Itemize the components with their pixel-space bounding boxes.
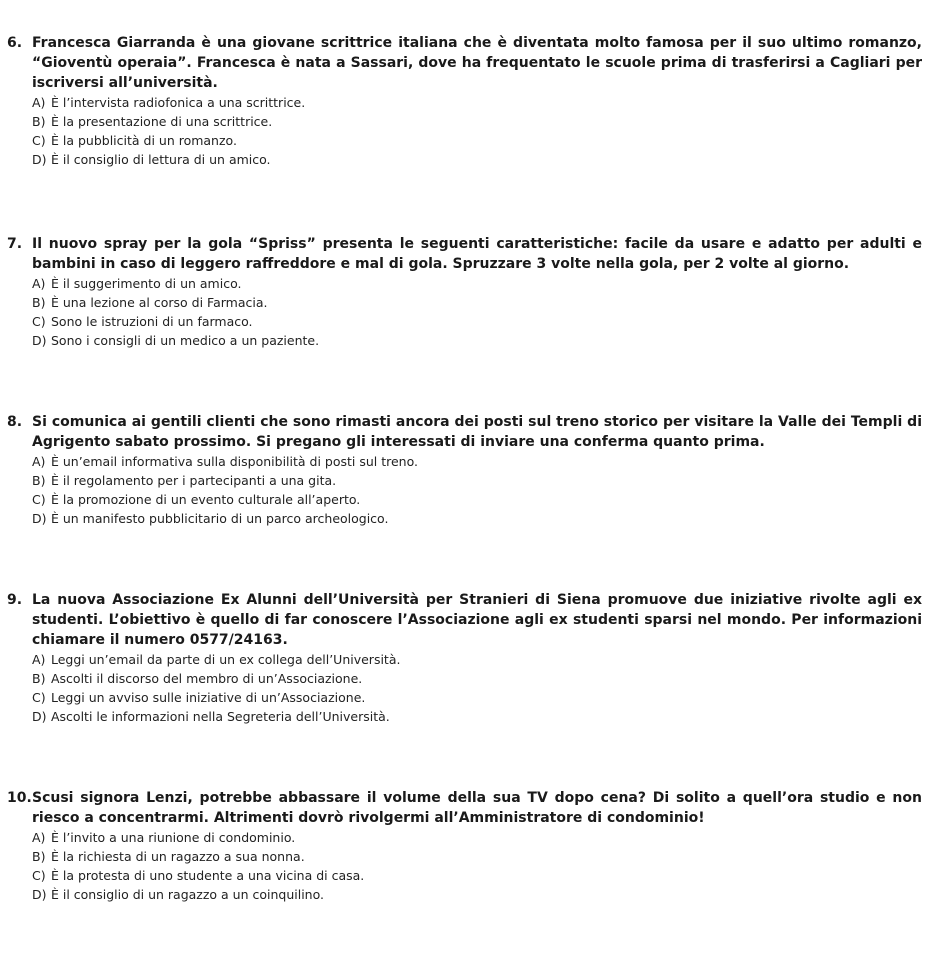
option-text: Leggi un avviso sulle iniziative di un’Associazione. (50, 690, 366, 705)
option-text: È l’invito a una riunione di condominio. (50, 830, 296, 845)
option-letter: A) (32, 454, 46, 469)
option-d[interactable] (32, 885, 912, 904)
option-text: È la protesta di uno studente a una vicina di casa. (50, 868, 365, 883)
option-letter: A) (32, 95, 46, 110)
answer-options (32, 828, 912, 904)
option-d[interactable] (32, 150, 912, 169)
question-number: 8. (7, 414, 23, 430)
option-d[interactable] (32, 331, 912, 350)
option-a[interactable] (32, 452, 912, 471)
question-text: Scusi signora Lenzi, potrebbe abbassare il volume della sua TV dopo cena? Di solito a quell’ora studio e non riesco a concentrarmi. Altrimenti dovrò rivolgermi all’Amministratore di condominio! (32, 790, 922, 826)
option-letter: D) (32, 709, 47, 724)
option-c[interactable] (32, 688, 912, 707)
option-b[interactable] (32, 669, 912, 688)
option-a[interactable] (32, 93, 912, 112)
option-text: È l’intervista radiofonica a una scrittrice. (50, 95, 306, 110)
question-text: Si comunica ai gentili clienti che sono rimasti ancora dei posti sul treno storico per visitare la Valle dei Templi di Agrigento sabato prossimo. Si pregano gli interessati di inviare una conferma quanto prima. (32, 414, 922, 450)
answer-options (32, 452, 912, 528)
option-letter: B) (32, 295, 46, 310)
option-d[interactable] (32, 707, 912, 726)
answer-options (32, 650, 912, 726)
option-text: È un manifesto pubblicitario di un parco archeologico. (50, 511, 389, 526)
option-letter: C) (32, 690, 46, 705)
option-letter: D) (32, 333, 47, 348)
question-number: 7. (7, 236, 23, 252)
option-a[interactable] (32, 828, 912, 847)
option-text: È la promozione di un evento culturale all’aperto. (50, 492, 361, 507)
option-text: Ascolti il discorso del membro di un’Associazione. (50, 671, 363, 686)
option-letter: A) (32, 830, 46, 845)
option-text: È il consiglio di lettura di un amico. (50, 152, 271, 167)
option-a[interactable] (32, 650, 912, 669)
option-c[interactable] (32, 866, 912, 885)
question-number: 9. (7, 592, 23, 608)
option-letter: C) (32, 314, 46, 329)
option-letter: D) (32, 511, 47, 526)
option-b[interactable] (32, 471, 912, 490)
option-c[interactable] (32, 490, 912, 509)
option-d[interactable] (32, 509, 912, 528)
option-letter: D) (32, 152, 47, 167)
option-a[interactable] (32, 274, 912, 293)
option-text: Sono le istruzioni di un farmaco. (50, 314, 253, 329)
option-text: Sono i consigli di un medico a un paziente. (50, 333, 320, 348)
option-text: È il consiglio di un ragazzo a un coinquilino. (50, 887, 325, 902)
option-text: È una lezione al corso di Farmacia. (50, 295, 268, 310)
option-letter: B) (32, 849, 46, 864)
option-text: È un’email informativa sulla disponibilità di posti sul treno. (50, 454, 419, 469)
option-text: Leggi un’email da parte di un ex collega dell’Università. (50, 652, 401, 667)
option-b[interactable] (32, 847, 912, 866)
option-letter: C) (32, 492, 46, 507)
option-text: Ascolti le informazioni nella Segreteria dell’Università. (50, 709, 390, 724)
question-text: Il nuovo spray per la gola “Spriss” presenta le seguenti caratteristiche: facile da usare e adatto per adulti e bambini in caso di leggero raffreddore e mal di gola. Spruzzare 3 volte nella gola, per 2 volte al giorno. (32, 236, 922, 272)
question-number: 10. (7, 790, 32, 806)
option-letter: B) (32, 114, 46, 129)
option-letter: C) (32, 133, 46, 148)
answer-options (32, 274, 912, 350)
option-letter: C) (32, 868, 46, 883)
option-c[interactable] (32, 312, 912, 331)
option-letter: B) (32, 473, 46, 488)
question-text: Francesca Giarranda è una giovane scrittrice italiana che è diventata molto famosa per il suo ultimo romanzo, “Gioventù operaia”. Francesca è nata a Sassari, dove ha frequentato le scuole prima di trasferirsi a Cagliari per iscriversi all’università. (32, 35, 922, 91)
option-text: È il regolamento per i partecipanti a una gita. (50, 473, 337, 488)
option-letter: B) (32, 671, 46, 686)
option-b[interactable] (32, 112, 912, 131)
option-letter: A) (32, 276, 46, 291)
option-text: È la pubblicità di un romanzo. (50, 133, 237, 148)
option-letter: D) (32, 887, 47, 902)
option-text: È la presentazione di una scrittrice. (50, 114, 273, 129)
option-c[interactable] (32, 131, 912, 150)
option-text: È la richiesta di un ragazzo a sua nonna. (50, 849, 305, 864)
option-text: È il suggerimento di un amico. (50, 276, 242, 291)
question-number: 6. (7, 35, 23, 51)
option-letter: A) (32, 652, 46, 667)
option-b[interactable] (32, 293, 912, 312)
question-text: La nuova Associazione Ex Alunni dell’Università per Stranieri di Siena promuove due iniziative rivolte agli ex studenti. L’obiettivo è quello di far conoscere l’Associazione agli ex studenti sparsi nel mondo. Per informazioni chiamare il numero 0577/24163. (32, 592, 922, 648)
answer-options (32, 93, 912, 169)
